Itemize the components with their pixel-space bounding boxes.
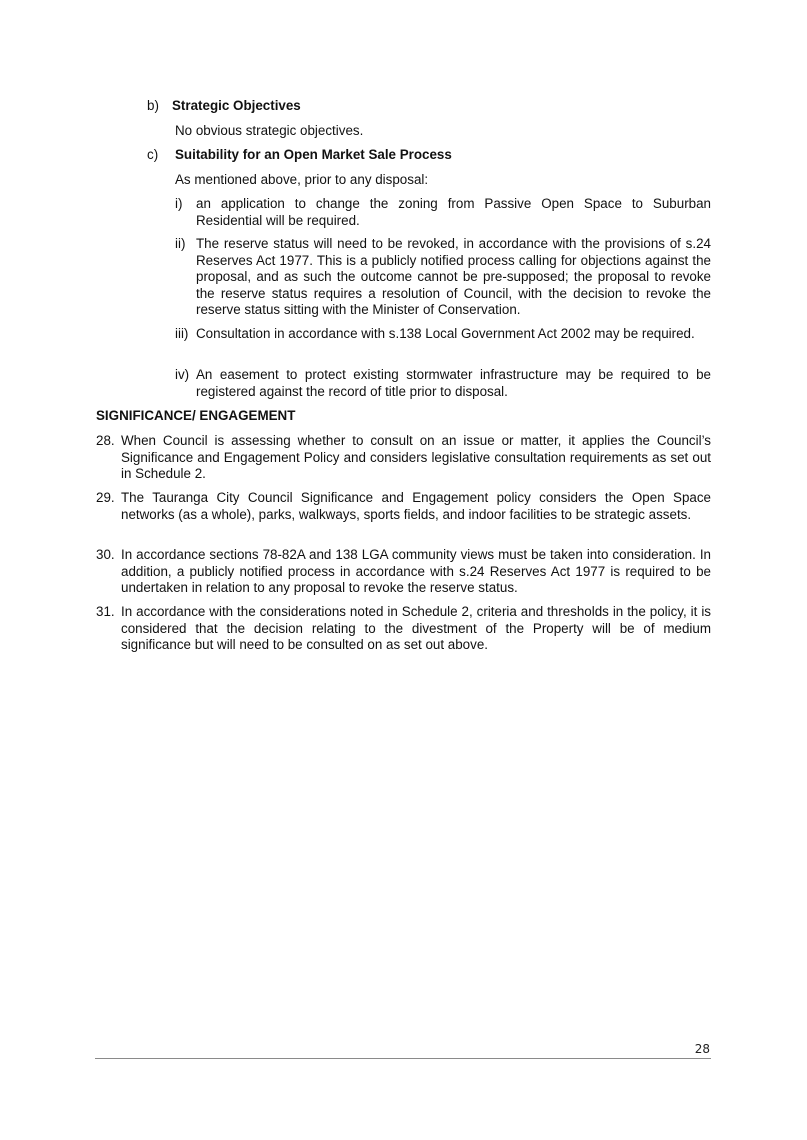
list-item-marker: ii) bbox=[175, 236, 186, 251]
paragraph-number: 29. bbox=[96, 490, 115, 505]
section-c-heading: Suitability for an Open Market Sale Process bbox=[175, 147, 452, 162]
page-number: 28 bbox=[694, 1042, 710, 1056]
list-item-marker: iii) bbox=[175, 326, 189, 341]
list-item-text: an application to change the zoning from Passive Open Space to Suburban Residential will be required. bbox=[196, 196, 711, 228]
paragraph-text: When Council is assessing whether to consult on an issue or matter, it applies the Council’s Significance and Engagement Policy and considers legislative consultation requirements as set out in Schedule 2. bbox=[121, 433, 711, 482]
list-item-text: The reserve status will need to be revoked, in accordance with the provisions of s.24 Reserves Act 1977. This is a publicly notified process calling for objections against the proposal, and as such the outcome cannot be pre-supposed; the proposal to revoke the reserve status requires a resolution of Council, with the decision to revoke the reserve status sitting with the Minister of Conservation. bbox=[196, 236, 711, 318]
list-item-text: Consultation in accordance with s.138 Local Government Act 2002 may be required. bbox=[196, 326, 695, 341]
paragraph-text: The Tauranga City Council Significance and Engagement policy considers the Open Space networks (as a whole), parks, walkways, sports fields, and indoor facilities to be strategic assets. bbox=[121, 490, 711, 522]
paragraph-number: 31. bbox=[96, 604, 115, 619]
paragraph-text: In accordance sections 78-82A and 138 LGA community views must be taken into consideration. In addition, a publicly notified process in accordance with s.24 Reserves Act 1977 is required to be undertaken in relation to any proposal to revoke the reserve status. bbox=[121, 547, 711, 596]
paragraph-number: 30. bbox=[96, 547, 115, 562]
list-item-marker: i) bbox=[175, 196, 183, 211]
section-b-marker: b) bbox=[147, 98, 159, 113]
footer-divider bbox=[95, 1058, 711, 1059]
paragraph-number: 28. bbox=[96, 433, 115, 448]
paragraph-text: In accordance with the considerations noted in Schedule 2, criteria and thresholds in the policy, it is considered that the decision relating to the divestment of the Property will be of medium significance but will need to be consulted on as set out above. bbox=[121, 604, 711, 653]
section-b-heading: Strategic Objectives bbox=[172, 98, 301, 113]
list-item-text: An easement to protect existing stormwater infrastructure may be required to be registered against the record of title prior to disposal. bbox=[196, 367, 711, 399]
section-heading: SIGNIFICANCE/ ENGAGEMENT bbox=[96, 408, 296, 423]
section-c-marker: c) bbox=[147, 147, 159, 162]
section-c-intro: As mentioned above, prior to any disposal: bbox=[175, 172, 429, 187]
section-b-text: No obvious strategic objectives. bbox=[175, 123, 364, 138]
list-item-marker: iv) bbox=[175, 367, 190, 382]
